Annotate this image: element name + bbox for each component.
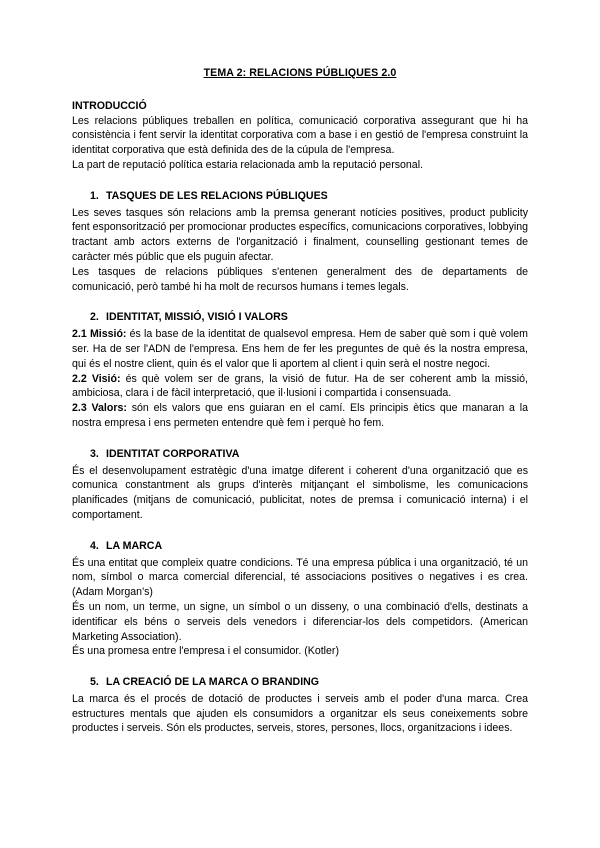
section-title: IDENTITAT CORPORATIVA [106,447,240,460]
subsection-valors [72,401,528,431]
section-number: 5. [90,676,99,689]
document-content [72,66,528,736]
section-title: LA CREACIÓ DE LA MARCA O BRANDING [106,676,320,689]
section-heading-identitat-missio [72,310,528,325]
section-heading-identitat-corporativa [72,447,528,462]
intro-paragraph: Les relacions públiques treballen en política, comunicació corporativa assegurant que hi ha consistència i fent servir la identitat corporativa com a base i en gestió de l'empresa construint la identitat corporativa que està definida des de la cúpula de l'empresa. [72,114,528,157]
section-paragraph: Les seves tasques són relacions amb la premsa generant notícies positives, product publicity fent esponsorització per promocionar productes específics, comunicacions corporatives, lobbying tractant amb actors externs de l'organització i finalment, counselling gestionant temes de caràcter més públic que els puguin afectar. [72,206,528,263]
section-heading-branding [72,675,528,690]
subsection-visio [72,372,528,402]
section-number: 3. [90,447,99,460]
intro-paragraph: La part de reputació política estaria relacionada amb la reputació personal. [72,158,423,171]
section-title: LA MARCA [106,539,163,552]
section-title: TASQUES DE LES RELACIONS PÚBLIQUES [106,189,328,202]
section-number: 2. [90,311,99,324]
section-paragraph: La marca és el procés de dotació de productes i serveis amb el poder d'una marca. Crea estructures mentals que ajuden els consumidors a organitzar els seus coneixements sobre productes i serveis. Són els productes, serveis, stores, persones, llocs, organitzacions i idees. [72,692,528,735]
section-title: IDENTITAT, MISSIÓ, VISIÓ I VALORS [106,311,288,324]
subsection-label: 2.2 Visió: [72,372,121,385]
document-title: TEMA 2: RELACIONS PÚBLIQUES 2.0 [203,67,397,79]
section-heading-tasques [72,189,528,204]
section-heading-la-marca [72,539,528,554]
intro-heading: INTRODUCCIÓ [72,99,147,112]
section-paragraph: És un nom, un terme, un signe, un símbol o un disseny, o una combinació d'ells, destinats a identificar els béns o serveis dels venedors i diferenciar-los dels competidors. (American Marketing Association). [72,600,528,643]
subsection-label: 2.1 Missió: [72,328,127,341]
subsection-missio [72,327,528,371]
subsection-label: 2.3 Valors: [72,402,127,415]
section-paragraph: És una promesa entre l'empresa i el consumidor. (Kotler) [72,645,339,658]
section-paragraph: És el desenvolupament estratègic d'una imatge diferent i coherent d'una organització que es comunica constantment als grups d'interès mitjançant el simbolisme, les comunicacions planificades (mitjans de comunicació, publicitat, notes de premsa i comunicació interna) i el comportament. [72,464,528,521]
section-number: 1. [90,189,99,202]
subsection-text: són els valors que ens guiaran en el camí. Els principis ètics que manaran a la nostra empresa i ens permeten entendre què fem i perquè ho fem. [72,402,529,429]
subsection-text: és la base de la identitat de qualsevol empresa. Hem de saber què som i què volem ser. Ha de ser l'ADN de l'empresa. Ens hem de fer les preguntes de què és la nostra empresa, qui és el nostre client, quin és el valor que li aportem al client i quin serà el nostre negoci. [72,328,528,370]
section-number: 4. [90,539,99,552]
subsection-text: és què volem ser de grans, la visió de futur. Ha de ser coherent amb la missió, ambiciosa, clara i de fàcil interpretació, que il·lusioni i compartida i consensuada. [72,372,528,400]
section-paragraph: És una entitat que compleix quatre condicions. Té una empresa pública i una organització, té un nom, símbol o marca comercial diferencial, té associacions positives o negatives i es crea. (Adam Morgan's) [72,556,528,599]
section-paragraph: Les tasques de relacions públiques s'entenen generalment des de departaments de comunicació, però també hi ha molt de recursos humans i temes legals. [72,265,528,293]
